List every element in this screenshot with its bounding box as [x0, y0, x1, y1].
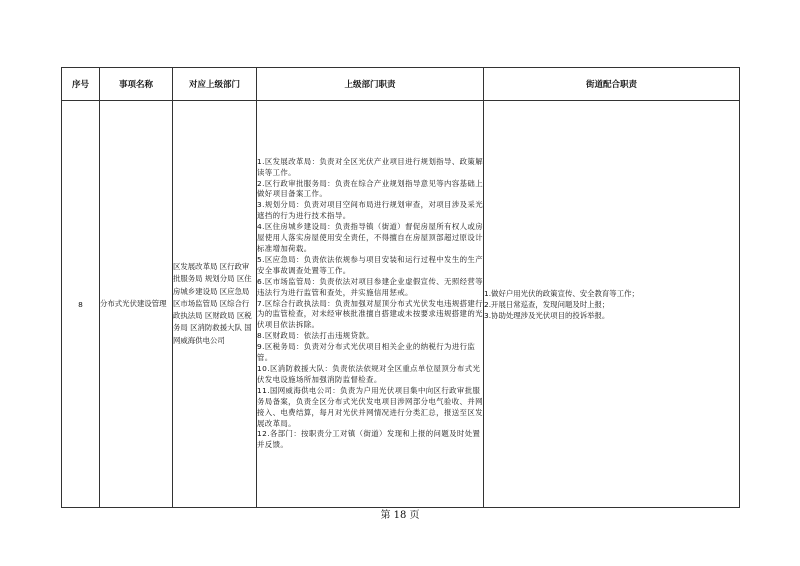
street-duty-line: 1.做好户用光伏的政策宣传、安全教育等工作；: [484, 288, 639, 298]
header-duties: 上级部门职责: [257, 68, 484, 101]
table-header: [62, 68, 740, 101]
header-row: [62, 68, 740, 101]
duty-line: 11.国网威海供电公司：负责为户用光伏项目集中向区行政审批服务局备案，负责全区分布式光伏发电项目涉网部分电气验收、并网接入、电费结算，每月对光伏并网情况进行分类汇总，报送至区发展改革局。: [257, 385, 483, 428]
duty-line: 5.区应急局：负责依法依规参与项目安装和运行过程中发生的生产安全事故调查处置等工作。: [257, 254, 483, 275]
duty-line: 2.区行政审批服务局：负责在综合产业规划指导意见等内容基础上做好项目备案工作。: [257, 178, 483, 199]
cell-seq: 8: [62, 101, 100, 508]
header-street-duties: 街道配合职责: [484, 68, 740, 101]
responsibility-table: [61, 67, 740, 508]
duty-line: 7.区综合行政执法局：负责加强对屋顶分布式光伏发电违规搭建行为的监管检查，对未经审核批准擅自搭建或未按要求违规搭建的光伏项目依法拆除。: [257, 298, 483, 330]
duty-line: 4.区住房城乡建设局：负责指导镇（街道）督促房屋所有权人或房屋使用人落实房屋使用安全责任，不得擅自在房屋顶部超过原设计标准增加荷载。: [257, 222, 483, 254]
header-departments: 对应上级部门: [173, 68, 257, 101]
duty-line: 8.区财政局：依法打击违规贷款。: [257, 331, 374, 341]
street-duty-line: 3.协助处理涉及光伏项目的投诉举报。: [484, 310, 610, 320]
cell-duties: [257, 101, 484, 508]
duty-line: 3.规划分局：负责对项目空间布局进行规划审查，对项目涉及采光遮挡的行为进行技术指导。: [257, 200, 483, 221]
header-seq: 序号: [62, 68, 100, 101]
page-number: 第 18 页: [380, 510, 420, 521]
duty-line: 12.各部门：按职责分工对镇（街道）发现和上报的问题及时处置并反馈。: [257, 429, 481, 450]
duty-line: 1.区发展改革局：负责对全区光伏产业项目进行规划指导、政策解读等工作。: [257, 156, 483, 177]
street-duty-line: 2.开展日常巡查，发现问题及时上报；: [484, 299, 610, 309]
duty-line: 9.区税务局：负责对分布式光伏项目相关企业的纳税行为进行监管。: [257, 342, 476, 363]
duty-line: 10.区消防救援大队：负责依法依规对全区重点单位屋顶分布式光伏发电设施场所加强消防监督检查。: [257, 363, 481, 384]
table-row: [62, 101, 740, 508]
cell-street-duties: [484, 101, 740, 508]
cell-departments: 区发展改革局 区行政审批服务局 规划分局 区住房城乡建设局 区应急局 区市场监管局 区综合行政执法局 区财政局 区税务局 区消防救援大队 国网威海供电公司: [173, 101, 257, 508]
header-item-name: 事项名称: [100, 68, 173, 101]
duty-line: 6.区市场监管局：负责依法对项目参建企业虚假宣传、无照经营等违法行为进行监管和查处，并实施信用惩戒。: [257, 276, 483, 297]
cell-item-name: 分布式光伏建设管理: [100, 101, 173, 508]
